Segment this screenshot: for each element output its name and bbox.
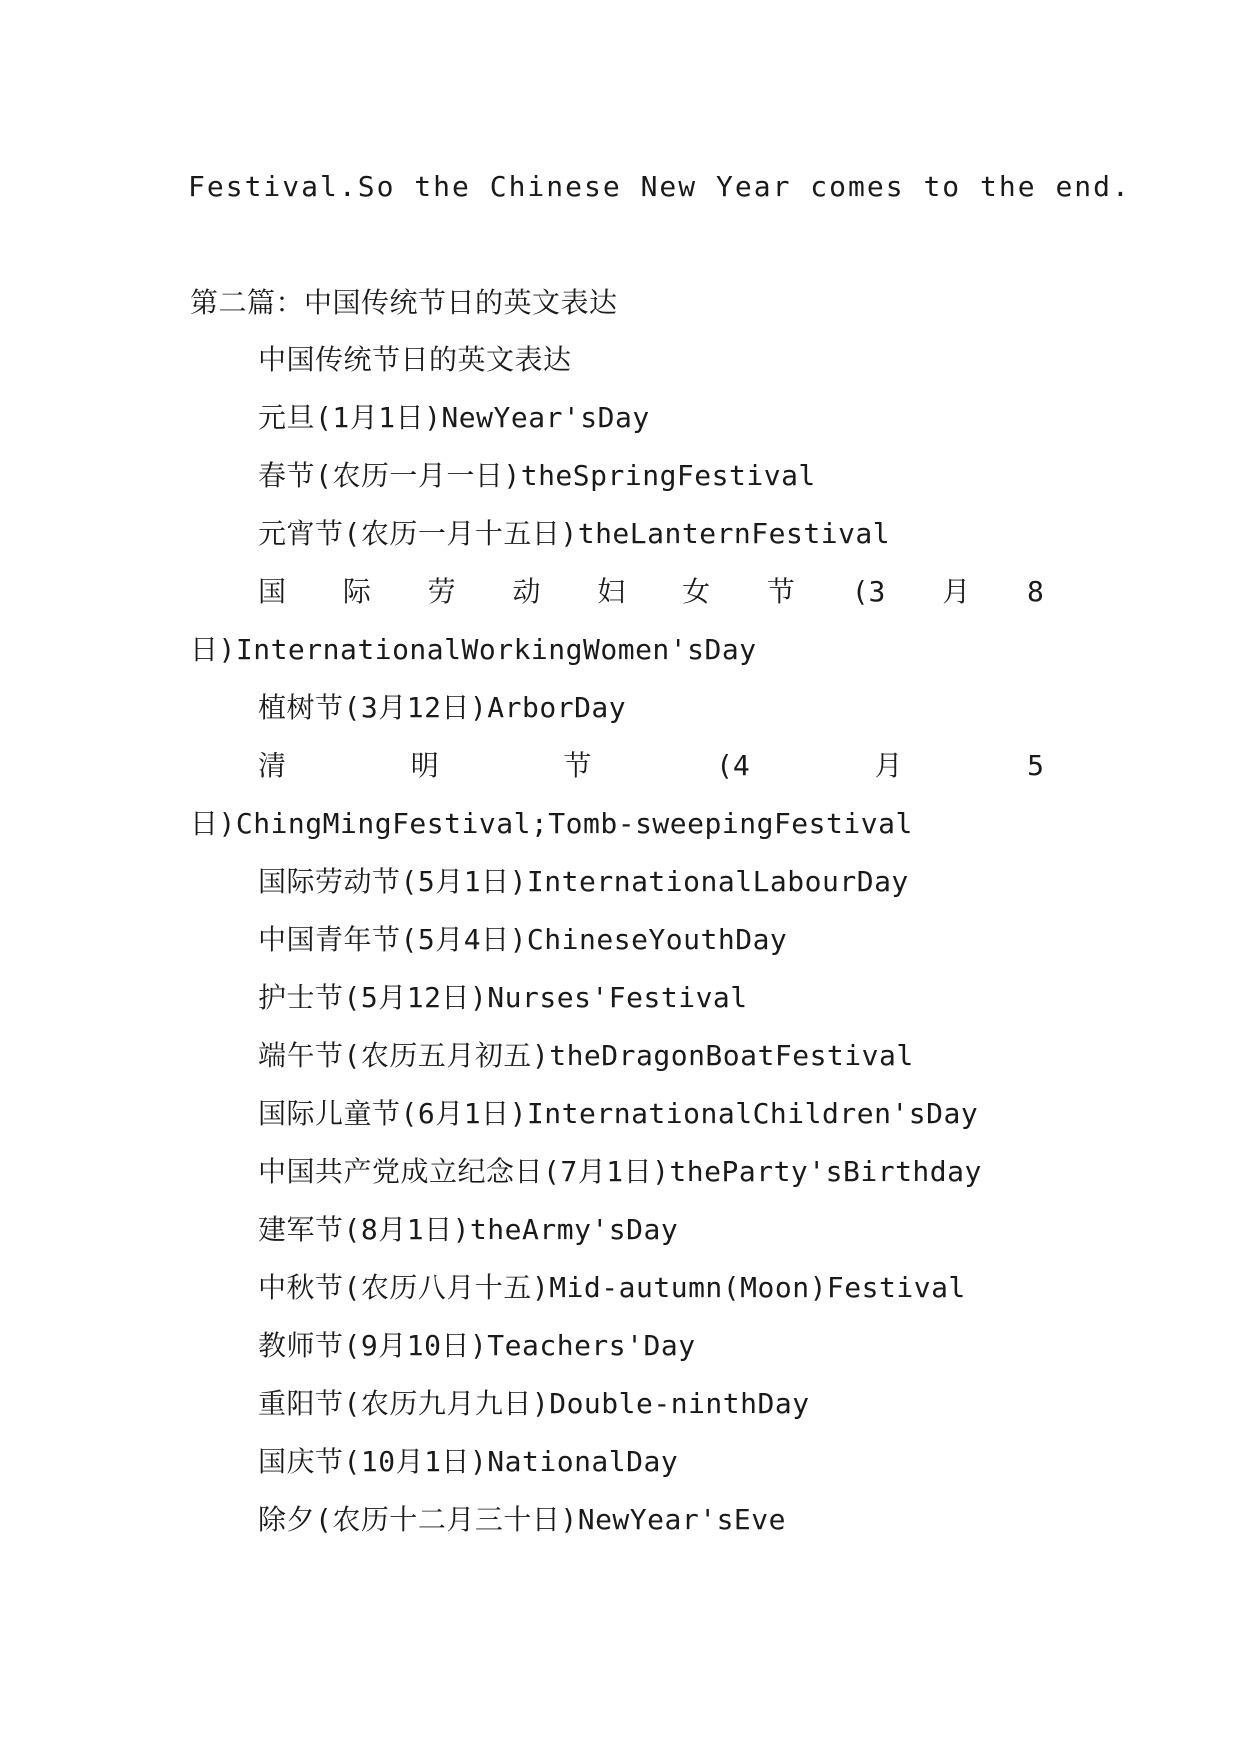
ching-ming-part: 节 — [563, 749, 592, 782]
subtitle: 中国传统节日的英文表达 — [258, 343, 572, 376]
womens-day-part: (3 — [851, 575, 886, 608]
list-item: 建军节(8月1日)theArmy'sDay — [258, 1213, 679, 1246]
list-item: 中国青年节(5月4日)ChineseYouthDay — [258, 923, 788, 956]
womens-day-part: 国 — [258, 575, 287, 608]
list-item: 元宵节(农历一月十五日)theLanternFestival — [258, 517, 891, 550]
womens-day-part: 妇 — [597, 575, 626, 608]
list-item: 国际劳动节(5月1日)InternationalLabourDay — [258, 865, 909, 898]
ching-ming-part: (4 — [716, 749, 750, 782]
intro-line: Festival.So the Chinese New Year comes to the end. — [188, 170, 1131, 203]
list-item: 除夕(农历十二月三十日)NewYear'sEve — [258, 1503, 787, 1536]
womens-day-part: 女 — [682, 575, 711, 608]
womens-day-part: 月 — [942, 575, 971, 608]
ching-ming-part: 月 — [874, 749, 903, 782]
list-item: 教师节(9月10日)Teachers'Day — [258, 1329, 696, 1362]
section-title: 第二篇：中国传统节日的英文表达 — [190, 286, 618, 319]
list-item-continuation: 日)ChingMingFestival;Tomb-sweepingFestival — [190, 807, 913, 840]
ching-ming-part: 明 — [410, 749, 439, 782]
list-item: 国际儿童节(6月1日)InternationalChildren'sDay — [258, 1097, 979, 1130]
womens-day-part: 8 — [1027, 575, 1044, 608]
ching-ming-part: 5 — [1027, 749, 1044, 782]
list-item-womens-day — [258, 572, 1044, 612]
ching-ming-part: 清 — [258, 749, 287, 782]
list-item: 元旦(1月1日)NewYear'sDay — [258, 401, 650, 434]
womens-day-part: 动 — [512, 575, 541, 608]
list-item: 端午节(农历五月初五)theDragonBoatFestival — [258, 1039, 914, 1072]
womens-day-part: 际 — [342, 575, 371, 608]
list-item: 国庆节(10月1日)NationalDay — [258, 1445, 679, 1478]
list-item: 中秋节(农历八月十五)Mid-autumn(Moon)Festival — [258, 1271, 966, 1304]
list-item: 春节(农历一月一日)theSpringFestival — [258, 459, 816, 492]
list-item: 护士节(5月12日)Nurses'Festival — [258, 981, 748, 1014]
womens-day-part: 节 — [766, 575, 795, 608]
list-item-ching-ming — [258, 746, 1044, 786]
list-item-continuation: 日)InternationalWorkingWomen'sDay — [190, 633, 757, 666]
list-item: 植树节(3月12日)ArborDay — [258, 691, 627, 724]
list-item: 中国共产党成立纪念日(7月1日)theParty'sBirthday — [258, 1155, 982, 1188]
womens-day-part: 劳 — [427, 575, 456, 608]
list-item: 重阳节(农历九月九日)Double-ninthDay — [258, 1387, 810, 1420]
